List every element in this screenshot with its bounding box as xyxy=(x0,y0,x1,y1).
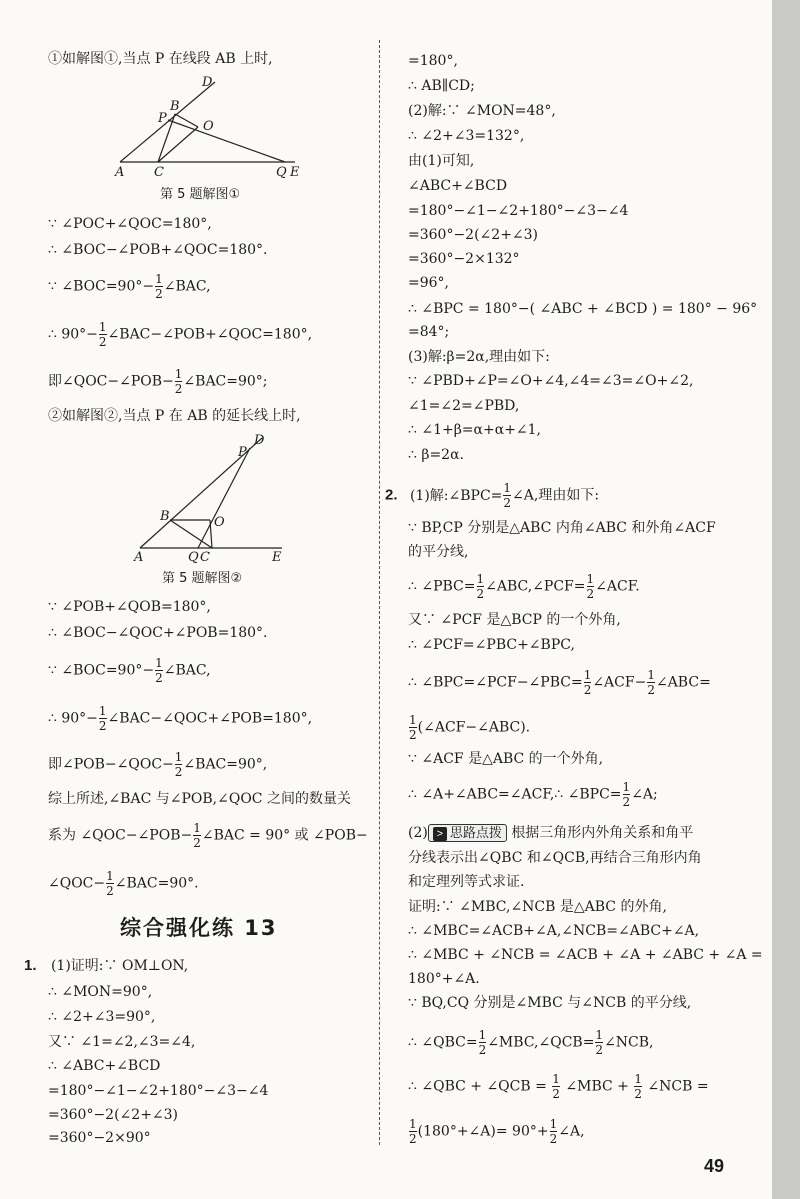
text-line: 180°+∠A. xyxy=(408,971,480,987)
column-divider xyxy=(379,40,380,1145)
text-line: ∴ ∠BPC = 180°−( ∠ABC + ∠BCD ) = 180° − 96° xyxy=(408,301,758,317)
text-line: ∴ ∠MBC=∠ACB+∠A,∠NCB=∠ABC+∠A, xyxy=(408,923,700,939)
section-title: 综合强化练 13 xyxy=(120,916,278,940)
text-line: =84°; xyxy=(408,324,450,340)
text-line: ∴ ∠MBC + ∠NCB = ∠ACB + ∠A + ∠ABC + ∠A = xyxy=(408,947,763,963)
text-line: ∵ ∠BOC=90°− $\frac{1}{2}$ ∠BAC, xyxy=(48,272,211,301)
fraction: $\frac{1}{2}$ xyxy=(478,1028,487,1057)
text-line: (2)解:∵ ∠MON=48°, xyxy=(408,103,556,119)
fraction: $\frac{1}{2}$ xyxy=(174,750,183,779)
fig1-label-O: O xyxy=(203,119,214,134)
fraction: $\frac{1}{2}$ xyxy=(634,1072,642,1101)
text-line: ∴ ∠2+∠3=90°, xyxy=(48,1009,156,1025)
text-line: ∴ ∠QBC= $\frac{1}{2}$ ∠MBC,∠QCB= $\frac{1}{2}$ ∠NCB, xyxy=(408,1028,654,1057)
text-line: ∠ABC+∠BCD xyxy=(408,178,508,194)
fraction: $\frac{1}{2}$ xyxy=(622,780,631,809)
text-line: (2) > 思路点拨 根据三角形内外角关系和角平 xyxy=(408,825,694,841)
text-line: ∴ AB∥CD; xyxy=(408,78,475,94)
fig2-label-O: O xyxy=(214,515,225,530)
page-edge xyxy=(772,0,800,1199)
fraction: $\frac{1}{2}$ xyxy=(586,572,595,601)
text-line: $\frac{1}{2}$ (∠ACF−∠ABC). xyxy=(409,713,531,742)
text-line: 综上所述,∠BAC 与∠POB,∠QOC 之间的数量关 xyxy=(48,791,351,807)
text-line: ①如解图①,当点 P 在线段 AB 上时, xyxy=(48,51,273,67)
fig2-label-A: A xyxy=(134,550,144,565)
fig2-label-C: C xyxy=(200,550,210,565)
text-line: $\frac{1}{2}$ (180°+∠A)= 90°+ $\frac{1}{2}$ ∠A, xyxy=(409,1117,585,1146)
figure-1 xyxy=(110,72,310,182)
question-number: 2. xyxy=(385,486,398,504)
text-line: 分线表示出∠QBC 和∠QCB,再结合三角形内角 xyxy=(408,850,702,866)
fig1-label-A: A xyxy=(115,165,125,180)
fraction: $\frac{1}{2}$ xyxy=(583,668,592,697)
text-line: ∴ ∠1+β=α+α+∠1, xyxy=(408,422,542,438)
text-line: 的平分线, xyxy=(408,544,469,560)
text-line: ∴ β=2α. xyxy=(408,447,464,463)
text-line: =360°−2×132° xyxy=(408,251,520,267)
text-line: 1. (1)证明:∵ OM⊥ON, xyxy=(24,957,189,974)
fraction: $\frac{1}{2}$ xyxy=(503,481,512,510)
fraction: $\frac{1}{2}$ xyxy=(409,1117,417,1146)
text-line: ∵ ∠BOC=90°− $\frac{1}{2}$ ∠BAC, xyxy=(48,656,211,685)
text-line: ∴ 90°− $\frac{1}{2}$ ∠BAC−∠QOC+∠POB=180°, xyxy=(48,704,313,733)
page-number: 49 xyxy=(704,1156,725,1176)
text-line: 又∵ ∠1=∠2,∠3=∠4, xyxy=(48,1034,196,1050)
text-line: 证明:∵ ∠MBC,∠NCB 是△ABC 的外角, xyxy=(408,899,667,915)
text-line: ∵ ∠POB+∠QOB=180°, xyxy=(48,599,211,615)
text-line: =96°, xyxy=(408,275,449,291)
text-line: 即∠QOC−∠POB− $\frac{1}{2}$ ∠BAC=90°; xyxy=(48,367,268,396)
fraction: $\frac{1}{2}$ xyxy=(476,572,485,601)
text-line: 即∠POB−∠QOC− $\frac{1}{2}$ ∠BAC=90°, xyxy=(48,750,268,779)
fig1-label-Q: Q xyxy=(276,165,287,180)
fig2-label-Q: Q xyxy=(188,550,199,565)
fraction: $\frac{1}{2}$ xyxy=(552,1072,560,1101)
fraction: $\frac{1}{2}$ xyxy=(155,272,163,301)
text-line: 又∵ ∠PCF 是△BCP 的一个外角, xyxy=(408,612,621,628)
text-line: ∴ ∠A+∠ABC=∠ACF,∴ ∠BPC= $\frac{1}{2}$ ∠A; xyxy=(408,780,658,809)
fig1-label-D: D xyxy=(202,75,213,90)
fraction: $\frac{1}{2}$ xyxy=(155,656,163,685)
text-line: ∵ ∠PBD+∠P=∠O+∠4,∠4=∠3=∠O+∠2, xyxy=(408,373,694,389)
fig1-label-C: C xyxy=(154,165,164,180)
fraction: $\frac{1}{2}$ xyxy=(174,367,183,396)
figure-1-caption: 第 5 题解图① xyxy=(160,187,241,202)
fig2-label-E: E xyxy=(272,550,282,565)
text-line: ∴ ∠BOC−∠POB+∠QOC=180°. xyxy=(48,242,268,258)
text-line: =360°−2(∠2+∠3) xyxy=(408,227,539,243)
text-line: 和定理列等式求证. xyxy=(408,874,525,890)
text-line: ∵ ∠ACF 是△ABC 的一个外角, xyxy=(408,751,604,767)
text-line: =360°−2(∠2+∠3) xyxy=(48,1107,179,1123)
text-line: ∵ BQ,CQ 分别是∠MBC 与∠NCB 的平分线, xyxy=(408,995,692,1011)
fig2-label-B: B xyxy=(160,509,170,524)
text-line: ∴ 90°− $\frac{1}{2}$ ∠BAC−∠POB+∠QOC=180°, xyxy=(48,320,313,349)
text-line: (3)解:β=2α,理由如下: xyxy=(408,349,550,365)
fig1-label-B: B xyxy=(170,99,180,114)
text-line: ∴ ∠BPC=∠PCF−∠PBC= $\frac{1}{2}$ ∠ACF− $\frac{1}{2}$ ∠ABC= xyxy=(408,668,711,697)
text-line: ②如解图②,当点 P 在 AB 的延长线上时, xyxy=(48,408,301,424)
text-line: =180°, xyxy=(408,53,458,69)
text-line: ∴ ∠BOC−∠QOC+∠POB=180°. xyxy=(48,625,268,641)
text-line: 由(1)可知, xyxy=(408,153,475,169)
fig2-label-P: P xyxy=(238,445,247,460)
figure-2 xyxy=(132,430,292,565)
text-line: =180°−∠1−∠2+180°−∠3−∠4 xyxy=(48,1083,269,1099)
fraction: $\frac{1}{2}$ xyxy=(98,320,107,349)
text-line: =180°−∠1−∠2+180°−∠3−∠4 xyxy=(408,203,629,219)
fraction: $\frac{1}{2}$ xyxy=(98,704,107,733)
text-line: ∴ ∠MON=90°, xyxy=(48,984,153,1000)
text-line: ∴ ∠QBC + ∠QCB = $\frac{1}{2}$ ∠MBC + $\frac{1}{2}$ ∠NCB = xyxy=(408,1072,709,1101)
text-line: ∴ ∠2+∠3=132°, xyxy=(408,128,525,144)
fig1-label-P: P xyxy=(158,111,167,126)
arrow-right-icon: > xyxy=(433,827,447,841)
fraction: $\frac{1}{2}$ xyxy=(106,869,114,898)
hint-badge: > 思路点拨 xyxy=(428,824,507,842)
text-line: 系为 ∠QOC−∠POB− $\frac{1}{2}$ ∠BAC = 90° 或 ∠POB− xyxy=(48,821,368,850)
text-line: ∠QOC− $\frac{1}{2}$ ∠BAC=90°. xyxy=(48,869,199,898)
figure-2-caption: 第 5 题解图② xyxy=(162,571,243,586)
text-line: =360°−2×90° xyxy=(48,1130,151,1146)
fig2-label-D: D xyxy=(254,433,265,448)
text-line: ∴ ∠PBC= $\frac{1}{2}$ ∠ABC,∠PCF= $\frac{1}{2}$ ∠ACF. xyxy=(408,572,640,601)
fig1-label-E: E xyxy=(290,165,300,180)
fraction: $\frac{1}{2}$ xyxy=(193,821,201,850)
text-line: 2. (1)解:∠BPC= $\frac{1}{2}$ ∠A,理由如下: xyxy=(385,481,600,510)
fraction: $\frac{1}{2}$ xyxy=(409,713,417,742)
text-line: ∵ BP,CP 分别是△ABC 内角∠ABC 和外角∠ACF xyxy=(408,520,716,536)
text-line: ∴ ∠PCF=∠PBC+∠BPC, xyxy=(408,637,575,653)
text-line: ∵ ∠POC+∠QOC=180°, xyxy=(48,216,212,232)
fraction: $\frac{1}{2}$ xyxy=(549,1117,558,1146)
text-line: ∠1=∠2=∠PBD, xyxy=(408,398,520,414)
question-number: 1. xyxy=(24,957,37,974)
fraction: $\frac{1}{2}$ xyxy=(647,668,655,697)
fraction: $\frac{1}{2}$ xyxy=(595,1028,604,1057)
text-line: ∴ ∠ABC+∠BCD xyxy=(48,1058,161,1074)
